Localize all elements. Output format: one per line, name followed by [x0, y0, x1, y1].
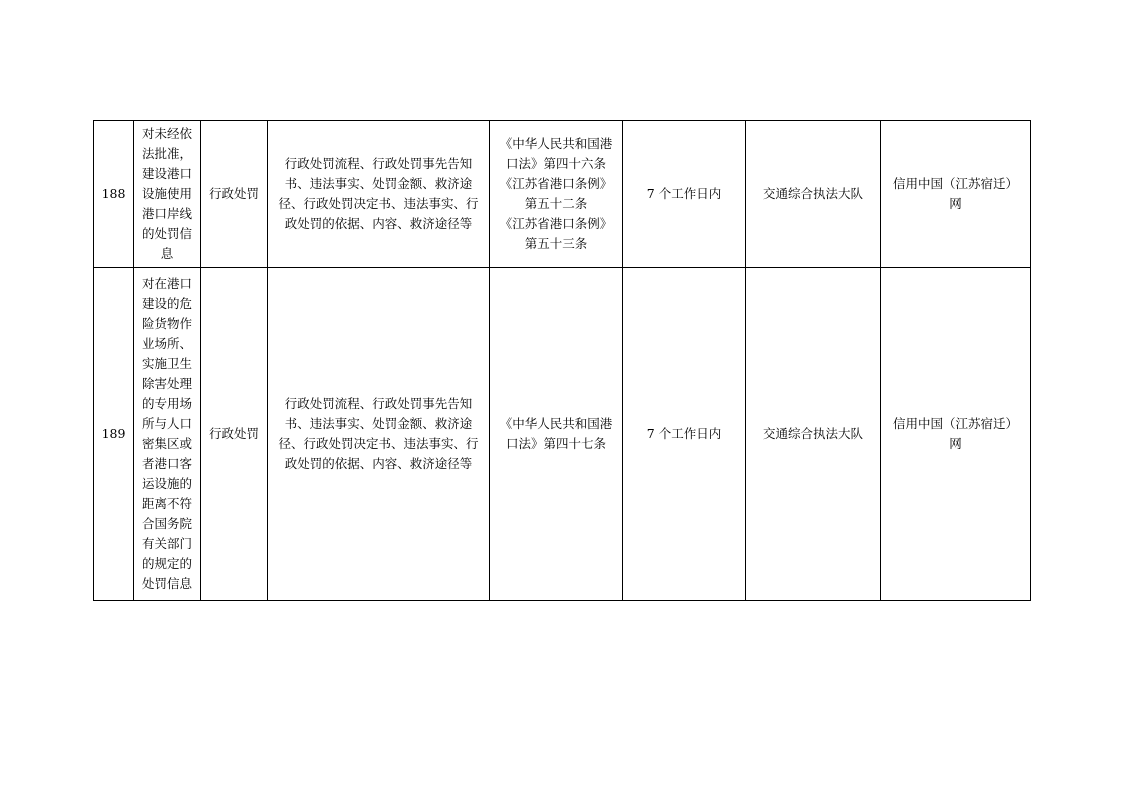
item-category: 行政处罚: [201, 268, 268, 601]
item-channel: 信用中国（江苏宿迁）网: [881, 268, 1031, 601]
item-content: 行政处罚流程、行政处罚事先告知书、违法事实、处罚金额、救济途径、行政处罚决定书、违法事实、行政处罚的依据、内容、救济途径等: [268, 268, 490, 601]
disclosure-table: [93, 120, 1031, 601]
item-number: 189: [94, 268, 134, 601]
table-row: [94, 121, 1031, 268]
item-category: 行政处罚: [201, 121, 268, 268]
item-name: 对未经依法批准，建设港口设施使用港口岸线的处罚信息: [134, 121, 201, 268]
item-content: 行政处罚流程、行政处罚事先告知书、违法事实、处罚金额、救济途径、行政处罚决定书、违法事实、行政处罚的依据、内容、救济途径等: [268, 121, 490, 268]
item-name: 对在港口建设的危险货物作业场所、实施卫生除害处理的专用场所与人口密集区或者港口客运设施的距离不符合国务院有关部门的规定的处罚信息: [134, 268, 201, 601]
item-department: 交通综合执法大队: [746, 121, 881, 268]
table-row: [94, 268, 1031, 601]
item-time-limit: 7 个工作日内: [623, 268, 746, 601]
item-legal-basis: 《中华人民共和国港口法》第四十七条: [490, 268, 623, 601]
item-legal-basis: 《中华人民共和国港口法》第四十六条 《江苏省港口条例》第五十二条 《江苏省港口条例》第五十三条: [490, 121, 623, 268]
item-number: 188: [94, 121, 134, 268]
item-department: 交通综合执法大队: [746, 268, 881, 601]
item-time-limit: 7 个工作日内: [623, 121, 746, 268]
item-channel: 信用中国（江苏宿迁）网: [881, 121, 1031, 268]
